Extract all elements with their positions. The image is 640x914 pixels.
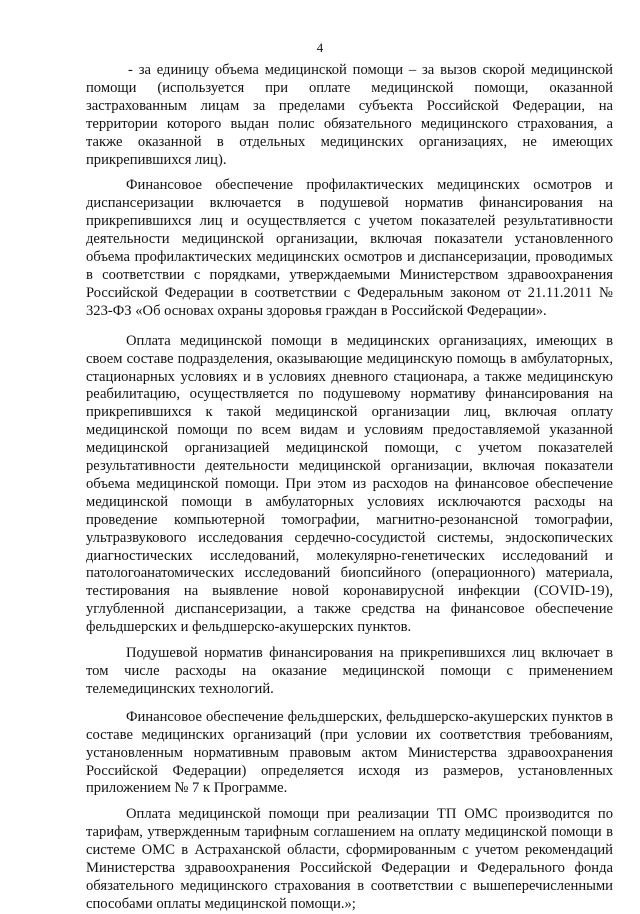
paragraph-2: Финансовое обеспечение профилактических медицинских осмотров и диспансеризации включается в подушевой норматив финансирования на прикрепившихся лиц и осуществляется с учетом показателей результативности деятельности медицинской организации, включая показатели установленного объема профилактических медицинских осмотров и диспансеризации, проводимых в соответствии с порядками, утверждаемыми Министерством здравоохранения Российской Федерации в соответствии с Федеральным законом от 21.11.2011 № 323-ФЗ «Об основах охраны здоровья граждан в Российской Федерации». (86, 177, 613, 319)
paragraph-3: Оплата медицинской помощи в медицинских организациях, имеющих в своем составе подразделения, оказывающие медицинскую помощь в амбулаторных, стационарных условиях и в условиях дневного стационара, а также медицинскую реабилитацию, осуществляется по подушевому нормативу финансирования на прикрепившихся к такой медицинской организации лиц, включая оплату медицинской помощи по всем видам и условиям предоставляемой указанной медицинской организацией медицинской помощи, с учетом показателей результативности деятельности медицинской организации, включая показатели объема медицинской помощи. При этом из расходов на финансовое обеспечение медицинской помощи в амбулаторных условиях исключаются расходы на проведение компьютерной томографии, магнитно-резонансной томографии, ультразвукового исследования сердечно-сосудистой системы, эндоскопических диагностических исследований, молекулярно-генетических исследований и патологоанатомических исследований биопсийного (операционного) материала, тестирования на выявление новой коронавирусной инфекции (COVID-19), углубленной диспансеризации, а также средства на финансовое обеспечение фельдшерских и фельдшерско-акушерских пунктов. (86, 332, 613, 636)
paragraph-6: Оплата медицинской помощи при реализации ТП ОМС производится по тарифам, утвержденным тарифным соглашением на оплату медицинской помощи в системе ОМС в Астраханской области, сформированным с учетом рекомендаций Министерства здравоохранения Российской Федерации и Федерального фонда обязательного медицинского страхования в соответствии с вышеперечисленными способами оплаты медицинской помощи.»; (86, 806, 613, 912)
paragraph-1: - за единицу объема медицинской помощи – за вызов скорой медицинской помощи (используется при оплате медицинской помощи, оказанной застрахованным лицам за пределами субъекта Российской Федерации, на территории которого выдан полис обязательного медицинского страхования, а также оказанной в отдельных медицинских организациях, не имеющих прикрепившихся лиц). (86, 62, 613, 168)
body-text (86, 62, 613, 914)
page-number: 4 (316, 40, 324, 55)
paragraph-5: Финансовое обеспечение фельдшерских, фельдшерско-акушерских пунктов в составе медицинских организаций (при условии их соответствия требованиям, установленным нормативным правовым актом Министерства здравоохранения Российской Федерации) определяется исходя из размеров, установленных приложением № 7 к Программе. (86, 708, 613, 797)
paragraph-4: Подушевой норматив финансирования на прикрепившихся лиц включает в том числе расходы на оказание медицинской помощи с применением телемедицинских технологий. (86, 645, 613, 697)
